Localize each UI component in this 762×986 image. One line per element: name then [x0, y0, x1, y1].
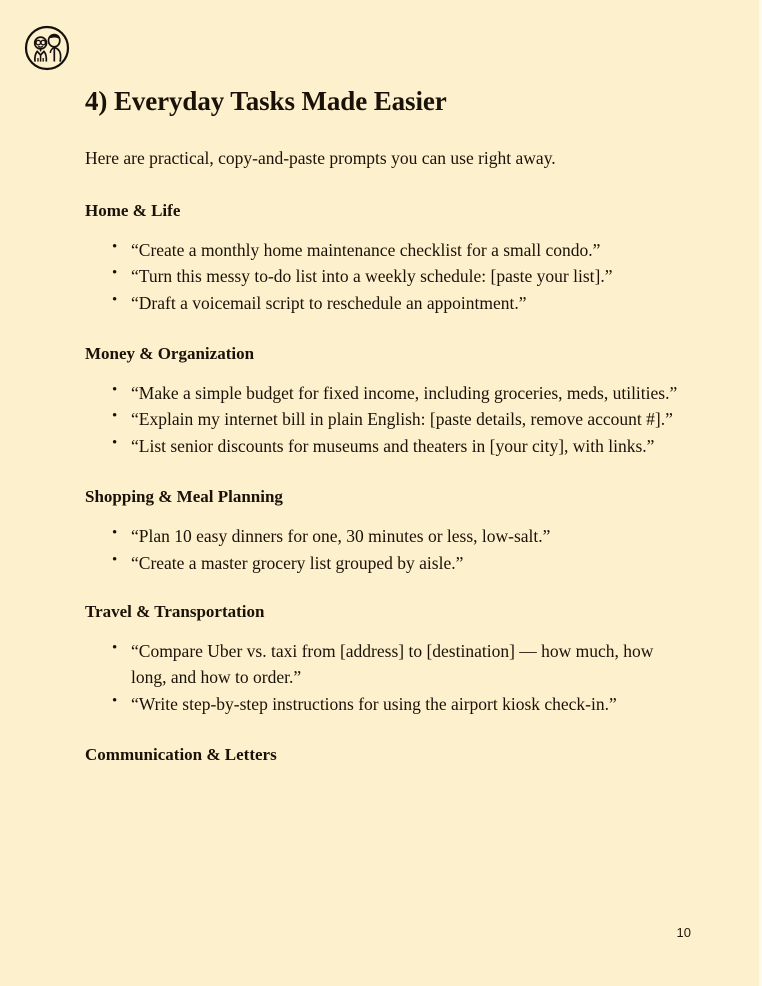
list-item: • “Plan 10 easy dinners for one, 30 minutes or less, low‐salt.”	[85, 523, 685, 549]
intro-paragraph: Here are practical, copy‐and‐paste prompts you can use right away.	[85, 148, 556, 169]
page-number: 10	[676, 925, 691, 940]
section-shopping-and-meal-planning	[85, 487, 685, 576]
section-heading: Money & Organization	[85, 343, 255, 363]
prompt-list	[85, 523, 685, 576]
prompt-list	[85, 638, 685, 717]
list-item: • “Draft a voicemail script to reschedule an appointment.”	[85, 290, 685, 316]
list-item: • “Create a master grocery list grouped by aisle.”	[85, 550, 685, 576]
list-item: • “List senior discounts for museums and theaters in [your city], with links.”	[85, 433, 685, 459]
list-item: • “Write step‐by‐step instructions for using the airport kiosk check‐in.”	[85, 691, 685, 717]
list-item: • “Create a monthly home maintenance checklist for a small condo.”	[85, 237, 685, 263]
two-seniors-circle-logo	[24, 25, 70, 71]
section-money-and-organization	[85, 344, 685, 459]
list-item: • “Compare Uber vs. taxi from [address] to [destination] — how much, how long, and how to order.”	[85, 638, 685, 691]
page-title: 4) Everyday Tasks Made Easier	[85, 86, 447, 116]
section-travel-and-transportation	[85, 602, 685, 717]
section-heading: Home & Life	[85, 200, 181, 220]
section-heading: Communication & Letters	[85, 744, 277, 764]
document-body	[85, 86, 685, 781]
prompt-list	[85, 380, 685, 459]
section-heading: Shopping & Meal Planning	[85, 486, 283, 506]
section-heading: Travel & Transportation	[85, 601, 265, 621]
list-item: • “Make a simple budget for fixed income, including groceries, meds, utilities.”	[85, 380, 685, 406]
section-communication-and-letters	[85, 745, 685, 765]
section-home-and-life	[85, 201, 685, 316]
list-item: • “Turn this messy to-do list into a weekly schedule: [paste your list].”	[85, 263, 685, 289]
list-item: • “Explain my internet bill in plain English: [paste details, remove account #].”	[85, 406, 685, 432]
prompt-list	[85, 237, 685, 316]
